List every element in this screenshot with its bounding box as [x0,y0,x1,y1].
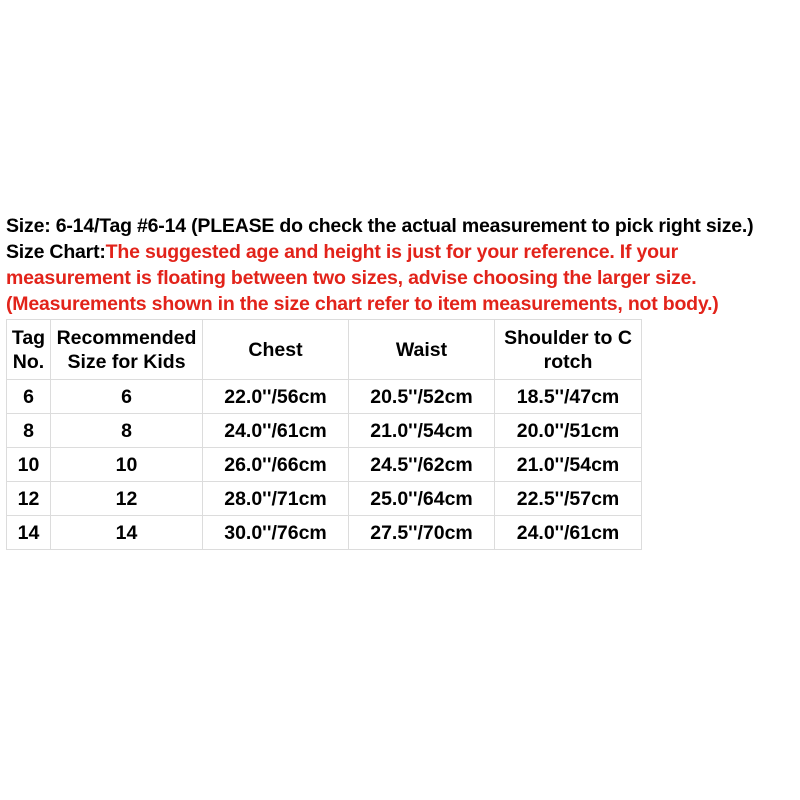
cell-chest: 22.0''/56cm [203,380,349,414]
measurement-disclaimer: (Measurements shown in the size chart refer to item measurements, not body.) [6,293,719,315]
cell-size: 12 [51,482,203,516]
cell-size: 14 [51,516,203,550]
cell-shoulder: 18.5''/47cm [495,380,642,414]
cell-waist: 20.5''/52cm [349,380,495,414]
table-row [7,482,642,516]
cell-tag: 8 [7,414,51,448]
header-waist: Waist [349,320,495,380]
header-tag-no [7,320,51,380]
size-range-line: Size: 6-14/Tag #6-14 (PLEASE do check the actual measurement to pick right size.) [6,215,754,237]
table-row [7,414,642,448]
header-size-line1: Recommended [56,326,197,349]
table-row [7,516,642,550]
header-shoulder-line1: Shoulder to C [504,326,632,349]
cell-size: 10 [51,448,203,482]
header-chest: Chest [203,320,349,380]
cell-waist: 27.5''/70cm [349,516,495,550]
cell-tag: 6 [7,380,51,414]
cell-chest: 30.0''/76cm [203,516,349,550]
table-row [7,380,642,414]
cell-tag: 12 [7,482,51,516]
size-chart-label: Size Chart: [6,241,106,263]
header-shoulder-to-crotch [495,320,642,380]
cell-size: 6 [51,380,203,414]
size-intro [6,213,798,317]
header-recommended-size [51,320,203,380]
cell-size: 8 [51,414,203,448]
cell-chest: 28.0''/71cm [203,482,349,516]
header-size-line2: Size for Kids [67,350,186,373]
table-header-row [7,320,642,380]
cell-tag: 10 [7,448,51,482]
cell-shoulder: 20.0''/51cm [495,414,642,448]
size-chart-table [6,319,642,550]
cell-shoulder: 24.0''/61cm [495,516,642,550]
larger-size-advice: measurement is floating between two sizes, advise choosing the larger size. [6,267,697,289]
cell-chest: 26.0''/66cm [203,448,349,482]
cell-waist: 21.0''/54cm [349,414,495,448]
cell-waist: 25.0''/64cm [349,482,495,516]
cell-tag: 14 [7,516,51,550]
header-tag-line1: Tag [11,326,46,349]
cell-shoulder: 22.5''/57cm [495,482,642,516]
header-tag-line2: No. [12,350,45,373]
cell-chest: 24.0''/61cm [203,414,349,448]
reference-note: The suggested age and height is just for your reference. If your [105,241,678,263]
cell-shoulder: 21.0''/54cm [495,448,642,482]
table-row [7,448,642,482]
header-shoulder-line2: rotch [543,350,593,373]
cell-waist: 24.5''/62cm [349,448,495,482]
size-chart-note-line [6,239,798,265]
